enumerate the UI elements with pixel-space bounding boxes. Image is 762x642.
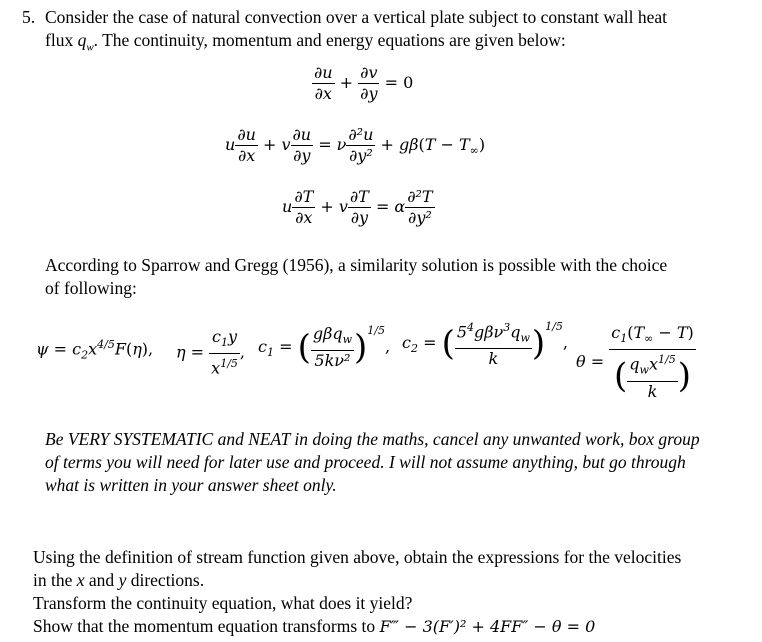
momentum-equation: u $\frac{\partial u}{\partial x}$ + v $\frac{\partial u}{\partial y}$ = ν $\frac{\text{∂²u}}{\text{∂y²}}$ + $g\beta(T - T_\infty)$ xyxy=(225,125,486,165)
momentum-transformed-equation: F‴ − 3(F′)² + 4FF″ − θ = 0 xyxy=(379,617,596,636)
similarity-intro-line-2: of following: xyxy=(45,278,137,298)
similarity-intro-line-1: According to Sparrow and Gregg (1956), a similarity solution is possible with the choice xyxy=(45,255,668,275)
c2-definition: $c_2$ = ( $\frac{5^4g\beta\nu^3q_w}{k}$ )$^{1/5}$, xyxy=(402,320,568,369)
continuity-equation: $\frac{\partial u}{\partial x}$ + $\frac{\partial v}{\partial y}$ = 0 xyxy=(314,63,414,103)
psi-definition: $\psi = c_2x^{4/5}F(\eta)$, xyxy=(36,338,154,362)
instructions-line-2: of terms you will need for later use and proceed. I will not assume anything, but go through xyxy=(45,452,686,472)
question-number: 5. xyxy=(22,7,36,27)
task-2: Transform the continuity equation, what does it yield? xyxy=(33,593,413,613)
instructions-line-1: Be VERY SYSTEMATIC and NEAT in doing the maths, cancel any unwanted work, box group xyxy=(45,429,700,449)
energy-equation: u $\frac{\partial T}{\partial x}$ + v $\frac{\partial T}{\partial y}$ = α $\frac{\text{∂²T}}{\text{∂y²}}$ xyxy=(282,187,433,227)
question-line-1: Consider the case of natural convection over a vertical plate subject to constant wall heat xyxy=(45,7,667,27)
question-line-2: flux $q_w$. The continuity, momentum and energy equations are given below: xyxy=(45,30,566,54)
c1-definition: $c_1$ = ( $\frac{g\beta q_w}{\text{5kν²}}$ )$^{1/5}$, xyxy=(258,323,391,371)
instructions-line-3: what is written in your answer sheet only. xyxy=(45,475,337,495)
task-1-line-2: in the x and y directions. xyxy=(33,570,205,590)
task-1-line-1: Using the definition of stream function given above, obtain the expressions for the velocities xyxy=(33,547,682,567)
eta-definition: η = $\frac{c_1y}{x^{1/5}}$ , xyxy=(176,327,245,378)
theta-definition: θ = $c_1(T_\infty - T)$ ( $\frac{q_wx^{1/5}}{k}$ ) xyxy=(576,323,694,401)
task-3: Show that the momentum equation transforms to F‴ − 3(F′)² + 4FF″ − θ = 0 xyxy=(33,616,596,636)
